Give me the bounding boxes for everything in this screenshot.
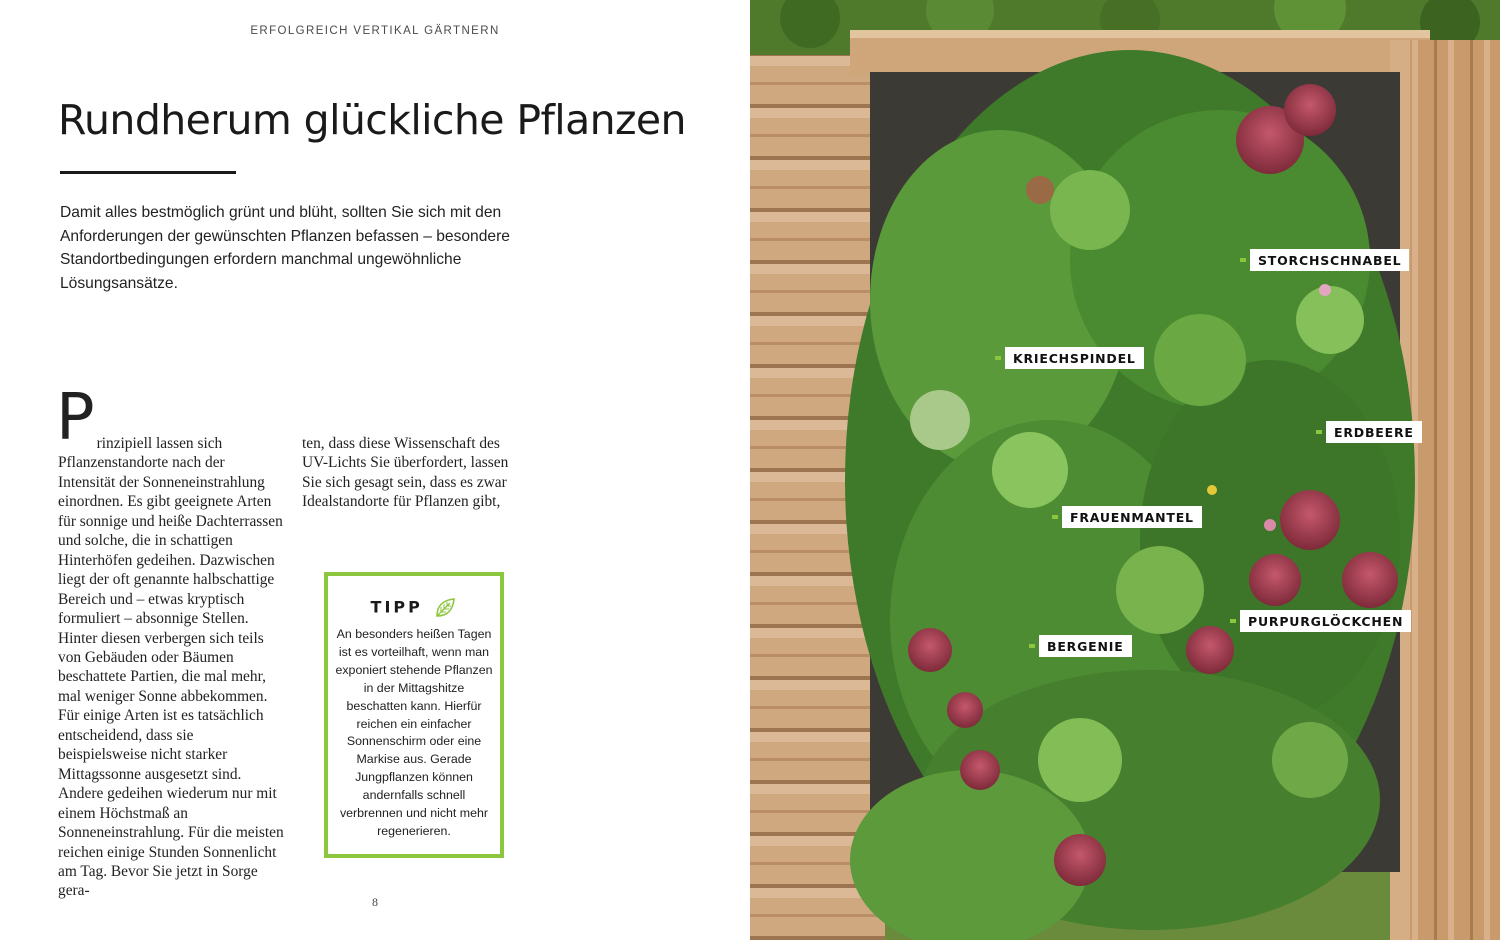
label-text: KRIECHSPINDEL bbox=[1005, 347, 1144, 369]
body-column-2 bbox=[302, 434, 522, 512]
label-marker bbox=[1029, 644, 1035, 648]
label-text: PURPURGLÖCKCHEN bbox=[1240, 610, 1411, 632]
body-text-column-2: ten, dass diese Wissenschaft des UV-Lichts Sie überfordert, lassen Sie sich gesagt sein, dass es zwar Idealstandorte für Pflanzen gibt, bbox=[302, 435, 509, 511]
label-bergenie bbox=[1029, 635, 1132, 657]
label-marker bbox=[1052, 515, 1058, 519]
tip-box bbox=[324, 572, 504, 858]
title-underline bbox=[60, 171, 236, 174]
leaf-icon bbox=[433, 596, 457, 620]
label-text: FRAUENMANTEL bbox=[1062, 506, 1202, 528]
tip-text: An besonders heißen Tagen ist es vorteilhaft, wenn man exponiert stehende Pflanzen in der Mittagshitze beschatten kann. Hierfür reichen ein einfacher Sonnenschirm oder eine Markise aus. Gerade Jungpflanzen können andernfalls schnell verbrennen und nicht mehr regenerieren. bbox=[335, 627, 493, 838]
label-text: BERGENIE bbox=[1039, 635, 1132, 657]
label-storchschnabel bbox=[1240, 249, 1409, 271]
label-text: STORCHSCHNABEL bbox=[1250, 249, 1409, 271]
tip-heading-row bbox=[328, 596, 500, 620]
label-marker bbox=[1316, 430, 1322, 434]
body-column-1 bbox=[56, 381, 284, 901]
label-marker bbox=[995, 356, 1001, 360]
tip-heading: TIPP bbox=[370, 597, 423, 617]
label-erdbeere bbox=[1316, 421, 1422, 443]
photo-illustration bbox=[750, 0, 1500, 940]
drop-cap: P bbox=[56, 381, 95, 455]
label-frauenmantel bbox=[1052, 506, 1202, 528]
vertical-garden-photo bbox=[750, 0, 1500, 940]
label-marker bbox=[1230, 619, 1236, 623]
label-purpurgloeckchen bbox=[1230, 610, 1411, 632]
lead-paragraph: Damit alles bestmöglich grünt und blüht, sollten Sie sich mit den Anforderungen der gewünschten Pflanzen befassen – besondere Standortbedingungen erfordern manchmal ungewöhnliche Lösungsansätze. bbox=[60, 204, 510, 292]
body-text-column-1: rinzipiell lassen sich Pflanzenstandorte nach der Intensität der Sonneneinstrahlung einordnen. Es gibt geeignete Arten für sonnige und heiße Dachterrassen und solche, die in schattigen Hinterhöfen gedeihen. Dazwischen liegt der oft genannte halbschattige Bereich und – etwas kryptisch formuliert – absonnige Stellen. Hinter diesen verbergen sich teils von Gebäuden oder Bäumen beschattete Partien, die mal mehr, mal weniger Sonne abbekommen. Für einige Arten ist es tatsächlich entscheidend, dass sie beispielsweise nicht starker Mittagssonne ausgesetzt sind. Andere gedeihen wiederum nur mit einem Höchstmaß an Sonneneinstrahlung. Für die meisten reichen einige Stunden Sonnenlicht am Tag. Bevor Sie jetzt in Sorge gera- bbox=[58, 435, 284, 900]
running-head: ERFOLGREICH VERTIKAL GÄRTNERN bbox=[250, 25, 500, 37]
page-number: 8 bbox=[372, 895, 378, 909]
label-text: ERDBEERE bbox=[1326, 421, 1422, 443]
label-marker bbox=[1240, 258, 1246, 262]
label-kriechspindel bbox=[995, 347, 1144, 369]
page-title: Rundherum glückliche Pflanzen bbox=[58, 96, 686, 144]
